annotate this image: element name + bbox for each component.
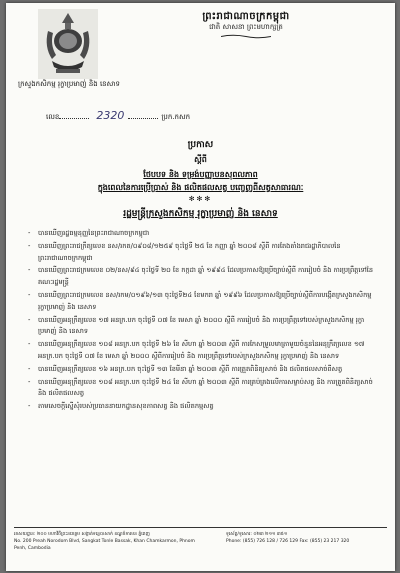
dotted-leader	[59, 118, 89, 119]
footer-divider	[14, 527, 387, 528]
footer-address-english: No. 200 Preah Norodom Blvd, Sangkat Tonle Bassak, Khan Chamkarmon, Phnom Penh, Cambodia	[14, 539, 195, 551]
list-item: - បានឃើញរដ្ឋធម្មនុញ្ញនៃព្រះរាជាណាចក្រកម្ពុជា	[28, 228, 380, 240]
footer-contact-khmer: ទូរស័ព្ទ/ទូរសារ: ០២៣ ២១១ ៣៥១	[226, 532, 288, 537]
list-item: - បានឃើញព្រះរាជក្រមលេខ នស/រកម/០១៩៦/១៣ ចុះថ្ងៃទី២៤ ខែមករា ឆ្នាំ ១៩៩៦ ដែលប្រកាសឱ្យប្រើច្បាប់ស្តីពីការបង្កើតក្រសួងកសិកម្ម រុក្ខាប្រមាញ់ និង នេសាទ	[28, 290, 380, 314]
footer-contact-english: Phone: (855) 726 128 / 726 129 Fax: (855) 23 217 320	[226, 539, 350, 544]
reference-number: 2320	[96, 109, 125, 122]
ministry-name: ក្រសួងកសិកម្ម រុក្ខាប្រមាញ់ និង នេសាទ	[18, 80, 120, 88]
about-label: ស្តីពី	[194, 155, 207, 164]
document-page	[6, 3, 395, 571]
footer-address-khmer: អាសយដ្ឋាន: ២០០ មហាវិថីព្រះនរោត្តម សង្កាត់ទន្លេបាសាក់ ខណ្ឌចំការមន ភ្នំពេញ	[14, 532, 150, 537]
list-item: - បានឃើញអនុក្រឹត្យលេខ ១០៨ អនក្រ.បក ចុះថ្ងៃទី ២៤ ខែ សីហា ឆ្នាំ ២០០៣ ស្តីពី ការគ្រប់គ្រងលើការសម្លាប់សត្វ និង ការត្រួតពិនិត្យសាច់ និង ផលិតផលសត្វ	[28, 377, 380, 401]
list-item: - បានឃើញព្រះរាជក្រមលេខ ០២/នស/៩៤ ចុះថ្ងៃទី ២០ ខែ កក្កដា ឆ្នាំ ១៩៩៤ ដែលប្រកាសឱ្យប្រើច្បាប់ស្តីពី ការរៀបចំ និង ការប្រព្រឹត្តទៅនៃគណៈរដ្ឋមន្ត្រី	[28, 265, 380, 289]
reference-suffix: ប្រក.កសក	[161, 113, 191, 121]
list-item: - តាមសេចក្តីស្នើសុំរបស់ប្រធាននាយកដ្ឋានសុខភាពសត្វ និង ផលិតកម្មសត្វ	[28, 401, 380, 413]
royal-emblem-icon	[38, 9, 98, 79]
list-item: - បានឃើញព្រះរាជក្រឹត្យលេខ នស/រកត/០៩០៨/១២៥៩ ចុះថ្ងៃទី ២៥ ខែ កញ្ញា ឆ្នាំ ២០០៨ ស្តីពី ការតែងតាំងរាជរដ្ឋាភិបាលនៃព្រះរាជាណាចក្រកម្ពុជា	[28, 241, 380, 265]
ornament-divider-icon	[221, 34, 271, 39]
dotted-leader	[128, 118, 158, 119]
footer-contact	[226, 531, 391, 545]
subject-line-2: ក្នុងពេលនៃការប្រើប្រាស់ និង ផលិតផលសត្វ បញ្ចេញ​ពីសត្វសាធារណៈ	[97, 183, 304, 192]
subject-line-1: ថែបបទ និង ទម្រង់បញ្ញាបនសុពលភាព	[143, 170, 258, 179]
list-item: - បានឃើញអនុក្រឹត្យលេខ ១០៨ អនក្រ.បក ចុះថ្ងៃទី ២៦ ខែ សីហា ឆ្នាំ ២០០៣ ស្តីពី ការកែសម្រួលមាត្រាមួយចំនួននៃអនុក្រឹត្យលេខ ១៧ អនក្រ.បក ចុះថ្ងៃទី ០៧ ខែ មេសា ឆ្នាំ ២០០០ ស្តីពីការរៀបចំ និង ការប្រព្រឹត្តទៅរបស់ក្រសួងកសិកម្ម រុក្ខាប្រមាញ់ និង នេសាទ	[28, 339, 380, 363]
reference-prefix: លេខ	[46, 113, 60, 121]
footer-address	[14, 531, 204, 552]
document-type: ប្រកាស	[187, 140, 214, 150]
section-ornament: ✻✻✻	[188, 195, 213, 203]
issuing-authority: រដ្ឋមន្ត្រីក្រសួងកសិកម្ម រុក្ខាប្រមាញ់ និង នេសាទ	[123, 209, 278, 219]
legal-basis-list	[28, 228, 380, 414]
list-item: - បានឃើញអនុក្រឹត្យលេខ ១៦ អនក្រ.បក ចុះថ្ងៃទី ១៣ ខែមីនា ឆ្នាំ ២០០៣ ស្តីពី ការត្រួតពិនិត្យសាច់ និង ផលិតផលសាច់ពីសត្វ	[28, 364, 380, 376]
national-motto: ជាតិ សាសនា ព្រះមហាក្សត្រ	[209, 23, 283, 31]
list-item: - បានឃើញអនុក្រឹត្យលេខ ១៧ អនក្រ.បក ចុះថ្ងៃទី ០៧ ខែ មេសា ឆ្នាំ ២០០០ ស្តីពី ការរៀបចំ និង ការប្រព្រឹត្តទៅរបស់ក្រសួងកសិកម្ម រុក្ខាប្រមាញ់ និង នេសាទ	[28, 315, 380, 339]
kingdom-title: ព្រះរាជាណាចក្រកម្ពុជា	[202, 11, 290, 22]
reference-line	[46, 109, 190, 123]
